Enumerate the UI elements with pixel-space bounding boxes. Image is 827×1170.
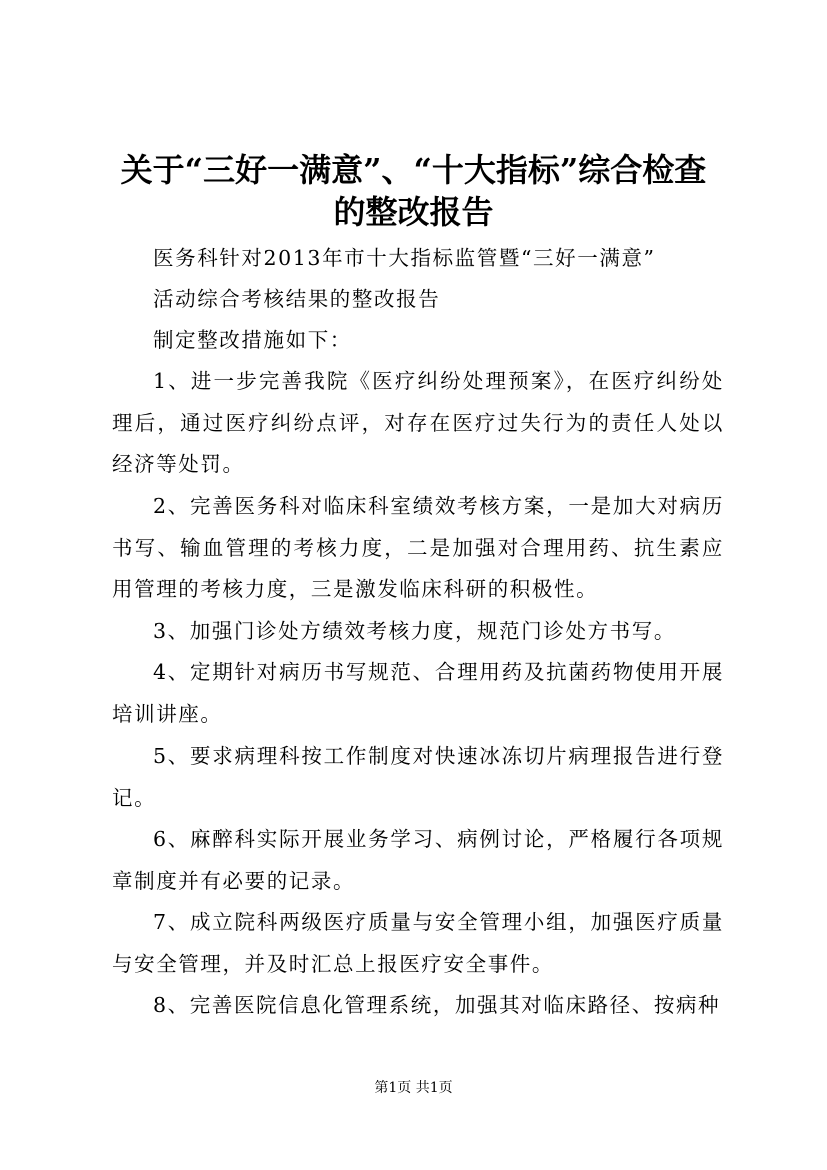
document-title-line-1: 关于“三好一满意”、“十大指标”综合检查 [120,151,707,189]
paragraph-item-5: 5、要求病理科按工作制度对快速冰冻切片病理报告进行登记。 [112,744,724,810]
paragraph-item-3: 3、加强门诊处方绩效考核力度，规范门诊处方书写。 [153,619,676,643]
paragraph-item-7: 7、成立院科两级医疗质量与安全管理小组，加强医疗质量与安全管理，并及时汇总上报医疗安全事件。 [112,910,724,976]
paragraph-intro-2: 活动综合考核结果的整改报告 [153,287,441,311]
document-title-line-2: 的整改报告 [333,193,494,231]
paragraph-item-8: 8、完善医院信息化管理系统，加强其对临床路径、按病种 [153,993,721,1017]
paragraph-item-1: 1、进一步完善我院《医疗纠纷处理预案》，在医疗纠纷处理后，通过医疗纠纷点评，对存在医疗过失行为的责任人处以经济等处罚。 [112,369,724,476]
paragraph-measures-heading: 制定整改措施如下： [153,328,352,352]
paragraph-item-2: 2、完善医务科对临床科室绩效考核方案，一是加大对病历书写、输血管理的考核力度，二是加强对合理用药、抗生素应用管理的考核力度，三是激发临床科研的积极性。 [112,494,724,601]
page-footer: 第1页 共1页 [374,1080,453,1096]
paragraph-item-6: 6、麻醉科实际开展业务学习、病例讨论，严格履行各项规章制度并有必要的记录。 [112,827,724,893]
paragraph-intro-1: 医务科针对2013年市十大指标监管暨“三好一满意” [153,246,656,270]
paragraph-item-4: 4、定期针对病历书写规范、合理用药及抗菌药物使用开展培训讲座。 [112,660,724,726]
